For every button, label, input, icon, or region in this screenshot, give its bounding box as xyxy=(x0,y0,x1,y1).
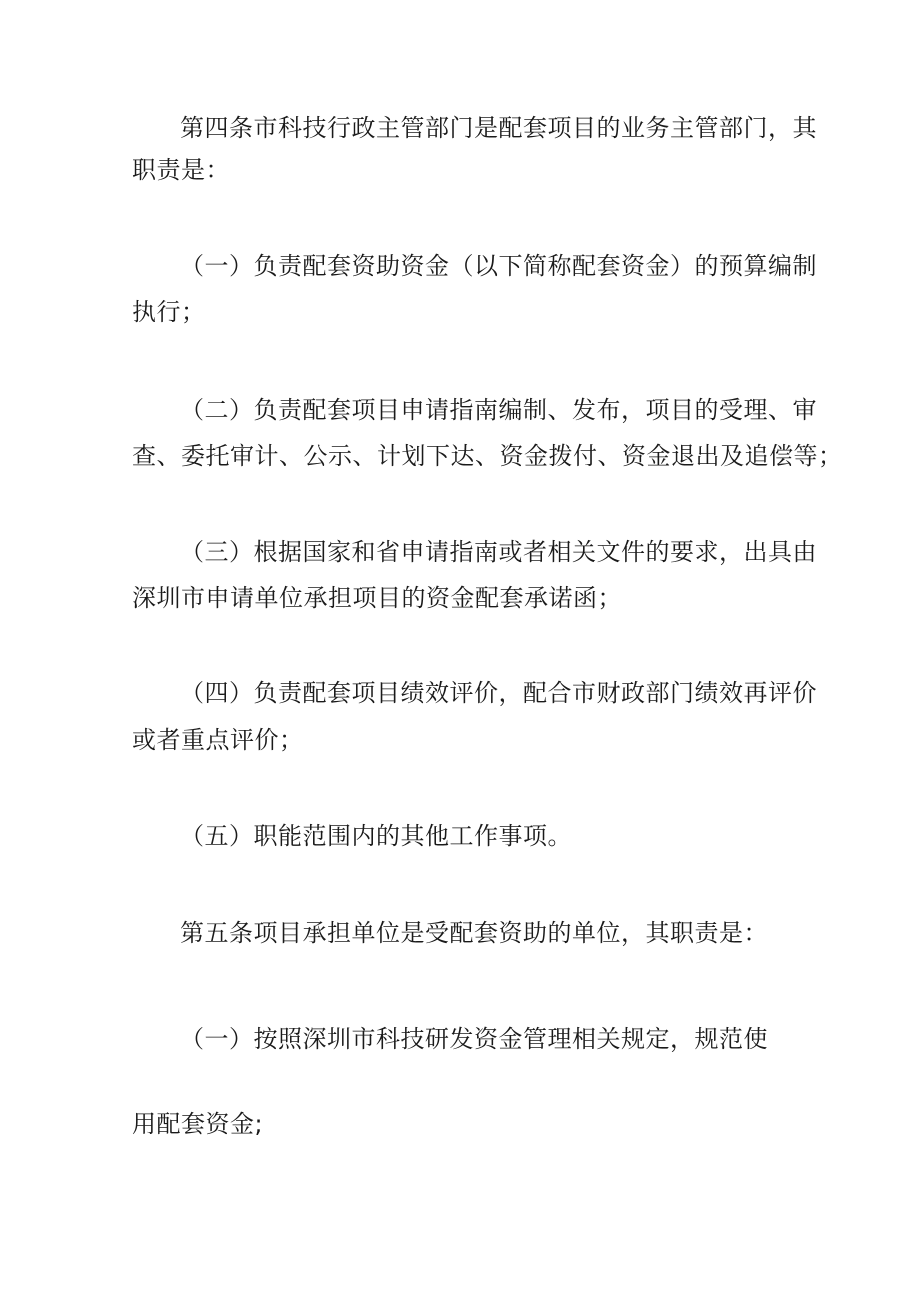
article-4-item-3: （三）根据国家和省申请指南或者相关文件的要求，出具由 xyxy=(180,538,817,566)
article-5-item-1-cont: 用配套资金; xyxy=(132,1110,264,1138)
article-4-heading: 第四条市科技行政主管部门是配套项目的业务主管部门，其 xyxy=(180,114,817,142)
article-5-heading: 第五条项目承担单位是受配套资助的单位，其职责是： xyxy=(180,919,768,947)
article-4-item-1-cont: 执行； xyxy=(132,298,206,326)
article-4-item-4-cont: 或者重点评价； xyxy=(132,726,304,754)
article-4-item-4: （四）负责配套项目绩效评价，配合市财政部门绩效再评价 xyxy=(180,679,817,707)
article-4-item-1: （一）负责配套资助资金（以下简称配套资金）的预算编制 xyxy=(180,252,817,280)
article-4-item-2: （二）负责配套项目申请指南编制、发布，项目的受理、审 xyxy=(180,396,817,424)
article-4-item-5: （五）职能范围内的其他工作事项。 xyxy=(180,822,572,850)
article-5-item-1: （一）按照深圳市科技研发资金管理相关规定，规范使 xyxy=(180,1025,768,1053)
article-4-item-3-cont: 深圳市申请单位承担项目的资金配套承诺函； xyxy=(132,584,622,612)
article-4-item-2-cont: 查、委托审计、公示、计划下达、资金拨付、资金退出及追偿等； xyxy=(132,442,843,470)
article-4-heading-cont: 职责是： xyxy=(132,156,230,184)
